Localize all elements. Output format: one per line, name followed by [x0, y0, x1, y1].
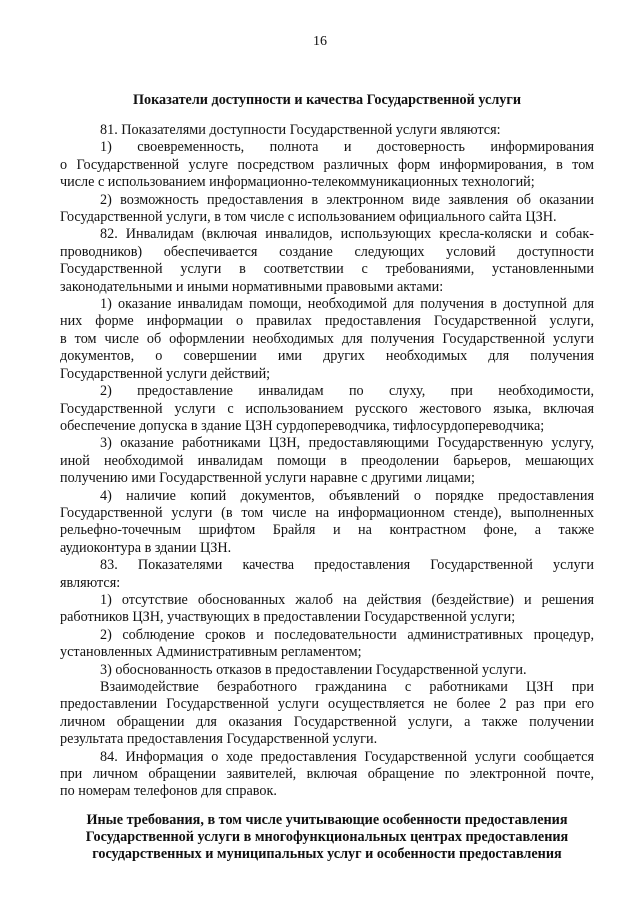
paragraph-line: Государственной услуги в соответствии с требованиями, установленными — [60, 261, 594, 278]
heading-line: государственных и муниципальных услуг и особенности предоставления — [92, 846, 562, 862]
paragraph-line: 2) предоставление инвалидам по слуху, при необходимости, — [100, 383, 594, 400]
paragraph-line: Взаимодействие безработного гражданина с работниками ЦЗН при — [100, 679, 594, 695]
paragraph — [60, 557, 594, 592]
paragraph-line: Государственной услуги действий; — [60, 365, 271, 382]
paragraph-line: работников ЦЗН, участвующих в предоставлении Государственной услуги; — [60, 609, 516, 626]
paragraph — [60, 627, 594, 662]
paragraph-line: обеспечение допуска в здание ЦЗН сурдопереводчика, тифлосурдопереводчика; — [60, 417, 545, 434]
paragraph-line: установленных Административным регламентом; — [60, 644, 362, 661]
paragraph-line: предоставлении Государственной услуги осуществляется не более 2 раз при его — [60, 696, 594, 713]
section-heading-other-requirements — [60, 812, 594, 863]
paragraph — [60, 192, 594, 227]
paragraph-line: результата предоставления Государственной услуги. — [60, 731, 378, 748]
paragraph-line: 1) отсутствие обоснованных жалоб на действия (бездействие) и решения — [100, 591, 594, 608]
heading-line: Иные требования, в том числе учитывающие особенности предоставления — [86, 812, 568, 828]
paragraph-line: числе с использованием информационно-телекоммуникационных технологий; — [60, 174, 535, 191]
paragraph-line: 2) соблюдение сроков и последовательности административных процедур, — [100, 626, 594, 643]
paragraph-line: Государственной услуги (в том числе на информационном стенде), выполненных — [60, 504, 594, 521]
paragraph — [60, 662, 594, 679]
paragraph-line: Государственной услуги, в том числе с использованием официального сайта ЦЗН. — [60, 209, 557, 226]
paragraph-line: являются: — [60, 574, 121, 591]
paragraph-line: в том числе об оформлении необходимых для получения Государственной услуги — [60, 330, 594, 347]
section-heading-accessibility-quality: Показатели доступности и качества Государственной услуги — [132, 92, 522, 108]
paragraph-line: при личном обращении заявителей, включая обращение по электронной почте, — [60, 766, 594, 783]
paragraph-line: 84. Информация о ходе предоставления Государственной услуги сообщается — [100, 748, 594, 765]
paragraph-line: о Государственной услуге посредством различных форм информирования, в том — [60, 156, 594, 173]
paragraph — [60, 592, 594, 627]
paragraph — [60, 435, 594, 487]
paragraph-line: 83. Показателями качества предоставления Государственной услуги — [100, 557, 594, 574]
paragraph — [60, 139, 594, 191]
paragraph-line: рельефно-точечным шрифтом Брайля и на контрастном фоне, а также — [60, 522, 594, 539]
paragraph — [60, 749, 594, 801]
paragraph-line: аудиоконтура в здании ЦЗН. — [60, 539, 232, 556]
paragraph-line: 2) возможность предоставления в электронном виде заявления об оказании — [100, 191, 594, 208]
paragraph-line: получению ими Государственной услуги наравне с другими лицами; — [60, 470, 475, 487]
paragraph — [60, 679, 594, 749]
paragraph-line: иной необходимой инвалидам помощи в преодолении барьеров, мешающих — [60, 452, 594, 469]
paragraph-line: Государственной услуги с использованием русского жестового языка, включая — [60, 400, 594, 417]
paragraph-line: проводников) обеспечивается создание следующих условий доступности — [60, 243, 594, 260]
paragraph-line: 82. Инвалидам (включая инвалидов, использующих кресла-коляски и собак- — [100, 226, 594, 243]
paragraph — [60, 296, 594, 383]
paragraph-line: по номерам телефонов для справок. — [60, 783, 277, 800]
paragraph-line: личном обращении для оказания Государственной услуги, а также получении — [60, 713, 594, 730]
paragraph-line: них форме информации о правилах предоставления Государственной услуги, — [60, 313, 594, 330]
paragraph-line: 1) своевременность, полнота и достоверность информирования — [100, 139, 594, 156]
paragraph-line: документов, о совершении ими других необходимых для получения — [60, 348, 594, 365]
body-text — [60, 122, 594, 801]
heading-line: Государственной услуги в многофункциональных центрах предоставления — [85, 829, 569, 845]
paragraph-line: 4) наличие копий документов, объявлений о порядке предоставления — [100, 487, 594, 504]
paragraph — [60, 226, 594, 296]
paragraph-line: 3) оказание работниками ЦЗН, предоставляющими Государственную услугу, — [100, 435, 594, 452]
page-number: 16 — [313, 34, 327, 49]
paragraph-line: 81. Показателями доступности Государственной услуги являются: — [100, 122, 501, 138]
paragraph-line: 1) оказание инвалидам помощи, необходимой для получения в доступной для — [100, 296, 594, 313]
paragraph — [60, 122, 594, 139]
paragraph — [60, 488, 594, 558]
paragraph-line: законодательными и иными нормативными правовыми актами: — [60, 278, 444, 295]
paragraph — [60, 383, 594, 435]
paragraph-line: 3) обоснованность отказов в предоставлении Государственной услуги. — [100, 661, 527, 678]
